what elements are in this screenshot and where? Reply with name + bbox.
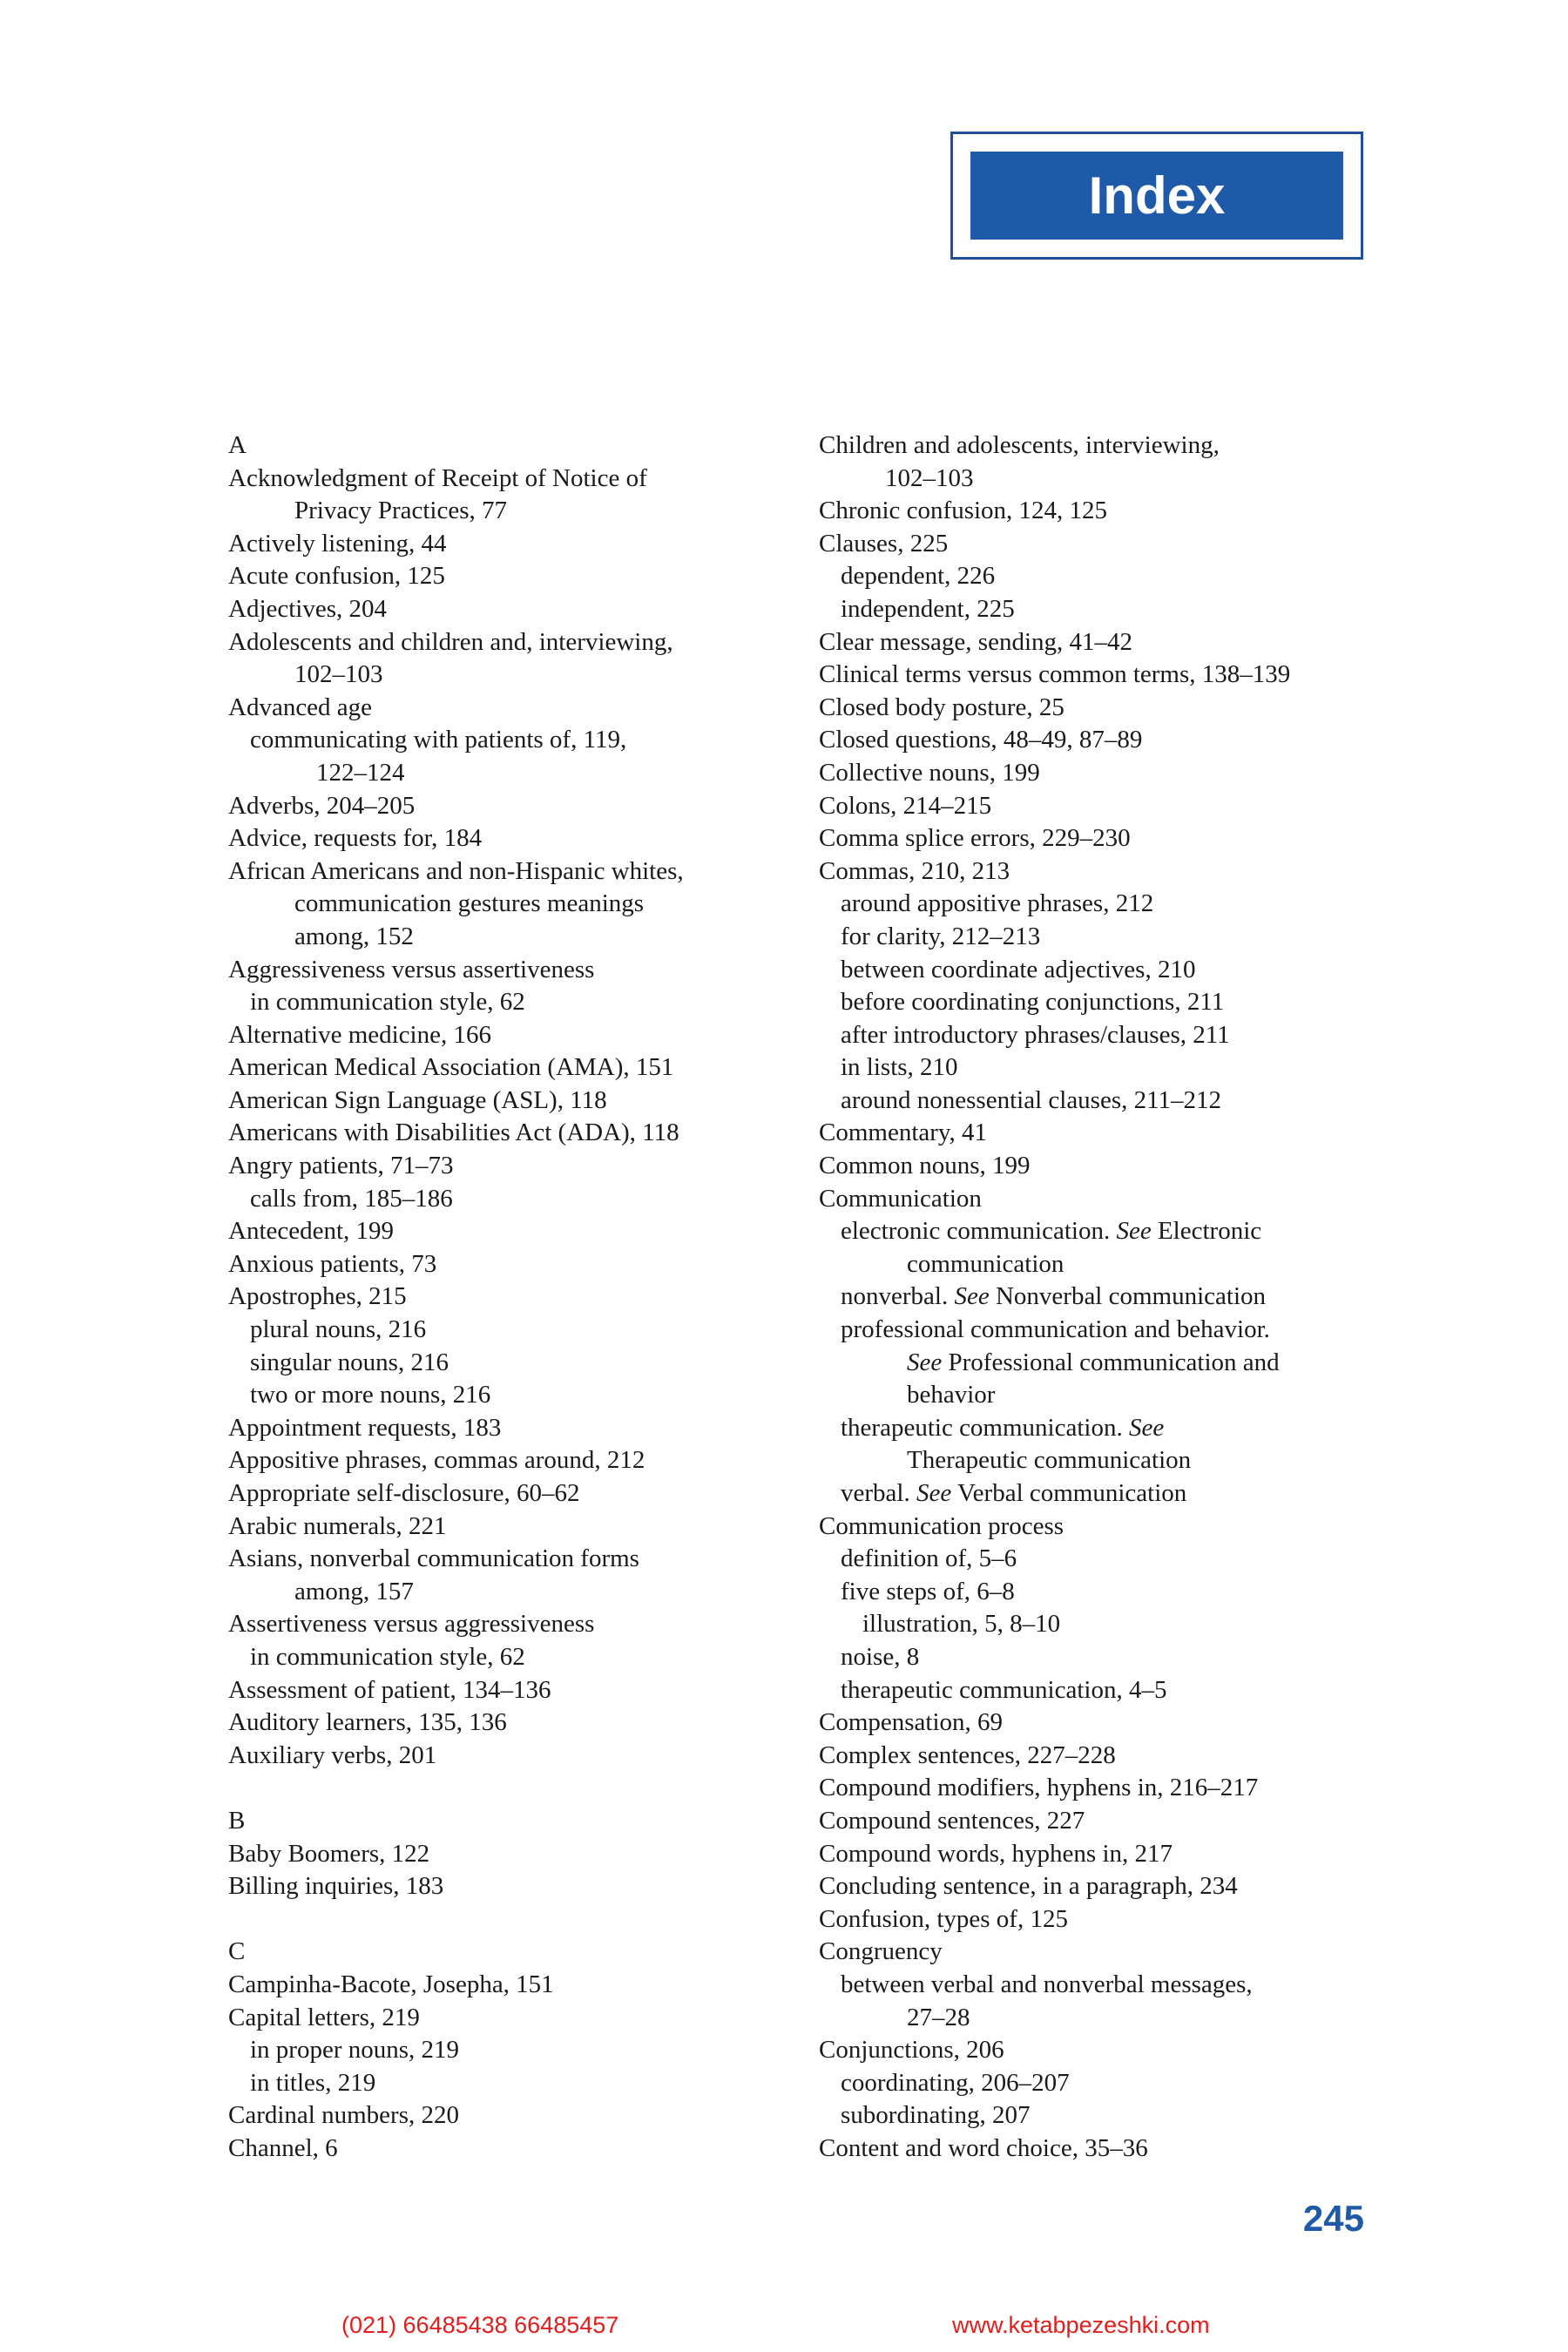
see-reference: See [1128, 1413, 1165, 1442]
index-entry [819, 1412, 1394, 1445]
entry-text: electronic communication. [841, 1217, 1117, 1246]
index-entry: among, 152 [294, 922, 414, 950]
index-entry [819, 1281, 1394, 1314]
footer-website: www.ketabpezeshki.com [952, 2312, 1210, 2338]
index-header-banner [970, 152, 1343, 240]
index-entry: Commentary, 41 [819, 1119, 988, 1147]
index-entry: behavior [907, 1381, 996, 1409]
entry-text: verbal. [841, 1479, 916, 1507]
index-entry: Common nouns, 199 [819, 1152, 1031, 1180]
index-entry: independent, 225 [841, 594, 1015, 623]
index-entry: Adolescents and children and, interviewing, [228, 627, 673, 656]
index-entry: around appositive phrases, 212 [841, 889, 1154, 918]
index-entry: Arabic numerals, 221 [228, 1511, 447, 1540]
index-entry: Compensation, 69 [819, 1708, 1004, 1737]
index-entry: Acute confusion, 125 [228, 562, 445, 591]
index-entry: Acknowledgment of Receipt of Notice of [228, 463, 647, 492]
index-entry: definition of, 5–6 [841, 1544, 1017, 1573]
index-entry [819, 1347, 1394, 1380]
see-target: Professional communication and [942, 1348, 1280, 1376]
index-entry: two or more nouns, 216 [250, 1381, 491, 1409]
index-entry: Adjectives, 204 [228, 594, 388, 623]
index-entry: Alternative medicine, 166 [228, 1020, 491, 1049]
index-entry: Compound modifiers, hyphens in, 216–217 [819, 1774, 1259, 1802]
index-entry: American Sign Language (ASL), 118 [228, 1085, 607, 1114]
index-entry: Colons, 214–215 [819, 791, 992, 820]
index-entry [819, 1215, 1394, 1248]
index-entry: between coordinate adjectives, 210 [841, 955, 1196, 983]
index-entry: coordinating, 206–207 [841, 2068, 1070, 2097]
index-entry: before coordinating conjunctions, 211 [841, 988, 1225, 1017]
index-entry: in communication style, 62 [250, 988, 525, 1017]
index-entry: Apostrophes, 215 [228, 1282, 407, 1311]
index-header-box [950, 132, 1363, 260]
index-entry: Advice, requests for, 184 [228, 824, 483, 853]
index-entry: Assessment of patient, 134–136 [228, 1675, 551, 1704]
index-entry [819, 1477, 1394, 1511]
index-entry: Communication [819, 1184, 982, 1213]
footer-phone: (021) 66485438 66485457 [341, 2312, 619, 2338]
index-entry: Adverbs, 204–205 [228, 791, 416, 820]
see-target: Verbal communication [951, 1479, 1187, 1507]
index-entry: in titles, 219 [250, 2068, 376, 2097]
index-entry: Concluding sentence, in a paragraph, 234 [819, 1872, 1238, 1901]
page-number: 245 [1302, 2198, 1364, 2239]
section-letter-heading: C [228, 1937, 246, 1966]
index-entry: Clear message, sending, 41–42 [819, 627, 1133, 656]
index-entry: African Americans and non-Hispanic whites, [228, 856, 684, 885]
index-entry: five steps of, 6–8 [841, 1577, 1015, 1605]
index-entry: Congruency [819, 1937, 943, 1966]
index-entry: illustration, 5, 8–10 [862, 1610, 1061, 1639]
index-entry: Antecedent, 199 [228, 1217, 395, 1246]
index-entry: in lists, 210 [841, 1053, 958, 1082]
index-column-left [228, 429, 768, 2165]
see-reference: See [907, 1348, 943, 1376]
index-entry: 102–103 [885, 463, 974, 492]
see-reference: See [954, 1282, 990, 1311]
entry-text: nonverbal. [841, 1282, 955, 1311]
index-entry: 102–103 [294, 660, 383, 689]
index-entry: noise, 8 [841, 1642, 920, 1671]
section-letter-heading: B [228, 1806, 246, 1835]
index-entry: Aggressiveness versus assertiveness [228, 955, 595, 983]
index-entry: for clarity, 212–213 [841, 922, 1041, 950]
index-entry: singular nouns, 216 [250, 1348, 449, 1376]
index-entry: Cardinal numbers, 220 [228, 2101, 459, 2130]
index-entry: Collective nouns, 199 [819, 758, 1040, 787]
index-entry: in communication style, 62 [250, 1642, 525, 1671]
index-entry: between verbal and nonverbal messages, [841, 1970, 1253, 1998]
see-target: Nonverbal communication [989, 1282, 1267, 1311]
section-gap [228, 1772, 768, 1805]
index-entry: calls from, 185–186 [250, 1184, 453, 1213]
index-entry: therapeutic communication, 4–5 [841, 1675, 1167, 1704]
index-entry: Baby Boomers, 122 [228, 1839, 430, 1868]
index-entry: subordinating, 207 [841, 2101, 1031, 2130]
index-entry: Advanced age [228, 693, 373, 721]
index-entry: Chronic confusion, 124, 125 [819, 497, 1108, 525]
index-entry: 122–124 [316, 758, 405, 787]
index-entry: Clauses, 225 [819, 529, 949, 558]
index-entry: 27–28 [907, 2003, 970, 2031]
index-entry: Assertiveness versus aggressiveness [228, 1610, 595, 1639]
section-letter-heading: A [228, 431, 247, 459]
index-entry: Conjunctions, 206 [819, 2036, 1004, 2065]
index-entry: American Medical Association (AMA), 151 [228, 1053, 674, 1082]
index-entry: plural nouns, 216 [250, 1315, 427, 1344]
index-entry: communication [907, 1249, 1064, 1278]
index-entry: among, 157 [294, 1577, 414, 1605]
index-entry: dependent, 226 [841, 562, 996, 591]
section-gap [228, 1903, 768, 1936]
index-entry: Closed questions, 48–49, 87–89 [819, 726, 1143, 754]
index-column-right [819, 429, 1394, 2165]
index-entry: Children and adolescents, interviewing, [819, 431, 1220, 459]
index-entry: Appropriate self-disclosure, 60–62 [228, 1479, 580, 1507]
index-entry: Americans with Disabilities Act (ADA), 118 [228, 1119, 679, 1147]
index-entry: around nonessential clauses, 211–212 [841, 1085, 1222, 1114]
index-entry: Privacy Practices, 77 [294, 497, 508, 525]
index-entry: Capital letters, 219 [228, 2003, 420, 2031]
index-entry: Confusion, types of, 125 [819, 1904, 1068, 1933]
index-entry: Appositive phrases, commas around, 212 [228, 1446, 645, 1475]
index-entry: Actively listening, 44 [228, 529, 447, 558]
index-entry: Compound words, hyphens in, 217 [819, 1839, 1173, 1868]
index-entry: communication gestures meanings [294, 889, 645, 918]
index-entry: Clinical terms versus common terms, 138–139 [819, 660, 1291, 689]
index-entry: Content and word choice, 35–36 [819, 2133, 1148, 2162]
index-entry: Complex sentences, 227–228 [819, 1740, 1116, 1769]
index-entry: Campinha-Bacote, Josepha, 151 [228, 1970, 554, 1998]
index-entry: Comma splice errors, 229–230 [819, 824, 1131, 853]
index-entry: Appointment requests, 183 [228, 1413, 502, 1442]
entry-text: therapeutic communication. [841, 1413, 1129, 1442]
index-entry: Therapeutic communication [907, 1446, 1192, 1475]
index-entry: communicating with patients of, 119, [250, 726, 627, 754]
index-entry: Channel, 6 [228, 2133, 338, 2162]
index-entry: Compound sentences, 227 [819, 1806, 1085, 1835]
index-entry: Anxious patients, 73 [228, 1249, 437, 1278]
index-entry: Closed body posture, 25 [819, 693, 1064, 721]
index-entry: Auxiliary verbs, 201 [228, 1740, 437, 1769]
index-entry: after introductory phrases/clauses, 211 [841, 1020, 1230, 1049]
index-entry: Billing inquiries, 183 [228, 1872, 444, 1901]
index-entry: Communication process [819, 1511, 1064, 1540]
index-entry: Commas, 210, 213 [819, 856, 1010, 885]
index-entry: Angry patients, 71–73 [228, 1152, 454, 1180]
index-entry: Asians, nonverbal communication forms [228, 1544, 639, 1573]
see-reference: See [916, 1479, 952, 1507]
index-entry: in proper nouns, 219 [250, 2036, 460, 2065]
page-title: Index [1088, 166, 1226, 225]
see-target: Electronic [1151, 1217, 1262, 1246]
see-reference: See [1116, 1217, 1152, 1246]
index-entry: professional communication and behavior. [841, 1315, 1270, 1344]
index-entry: Auditory learners, 135, 136 [228, 1708, 507, 1737]
